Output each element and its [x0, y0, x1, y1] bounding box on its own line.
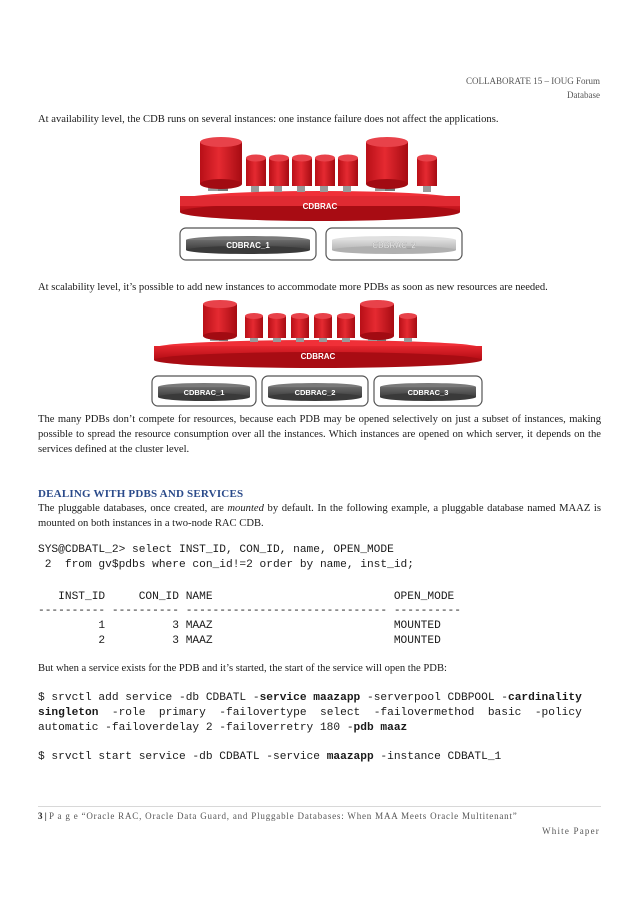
code-add-service-line1: $ srvctl add service -db CDBATL -service maazapp -serverpool CDBPOOL -cardinality: [38, 692, 582, 704]
instance-3-box: [374, 376, 482, 406]
diagram-availability: [170, 128, 470, 276]
result-row: 2 3 MAAZ MOUNTED: [38, 635, 441, 647]
pdb-cylinder-icon: [269, 155, 289, 193]
pdb-cylinder-icon: [338, 155, 358, 193]
paragraph-service-intro: But when a service exists for the PDB and it’s started, the start of the service will open the PDB:: [38, 663, 447, 674]
pdb-cylinder-icon: [366, 137, 408, 191]
instance-2-box: [262, 376, 368, 406]
pdb-cylinder-icon: [246, 155, 266, 193]
section-title: DEALING WITH PDBS AND SERVICES: [38, 488, 244, 500]
instance-3-label: CDBRAC_3: [407, 388, 449, 397]
pdb-cylinder-icon: [337, 313, 355, 342]
footer-paper-type: White Paper: [542, 826, 600, 836]
diagram-scalability: [148, 296, 488, 408]
header-track: Database: [567, 90, 600, 100]
header-conference: COLLABORATE 15 – IOUG Forum: [466, 76, 600, 86]
code-start-service: $ srvctl start service -db CDBATL -service maazapp -instance CDBATL_1: [38, 751, 502, 763]
paragraph-pluggable: [38, 501, 601, 531]
paragraph-scalability: At scalability level, it’s possible to add new instances to accommodate more PDBs as soon as new resources are needed.: [38, 282, 548, 293]
platform-label: CDBRAC: [300, 352, 336, 361]
paragraph-availability: At availability level, the CDB runs on several instances: one instance failure does not affect the applications.: [38, 114, 499, 125]
pdb-cylinder-icon: [417, 155, 437, 193]
pdb-cylinder-icon: [360, 300, 394, 341]
pdb-cylinder-icon: [200, 137, 242, 191]
instance-1-box: [180, 228, 316, 260]
code-add-service-line3: automatic -failoverdelay 2 -failoverretry 180 -pdb maaz: [38, 722, 408, 734]
result-row: 1 3 MAAZ MOUNTED: [38, 620, 441, 632]
footer-doc-title: “Oracle RAC, Oracle Data Guard, and Pluggable Databases: When MAA Meets Oracle Multitenant”: [78, 811, 518, 821]
instance-2-box-failed: [326, 228, 462, 260]
pdb-cylinder-icon: [314, 313, 332, 342]
result-separator: ---------- ---------- ------------------------------ ----------: [38, 605, 461, 617]
code-select-line1: SYS@CDBATL_2> select INST_ID, CON_ID, name, OPEN_MODE: [38, 544, 394, 556]
instance-1-label: CDBRAC_1: [183, 388, 225, 397]
pdb-cylinder-icon: [268, 313, 286, 342]
pdb-cylinder-icon: [245, 313, 263, 342]
pdb-cylinder-icon: [291, 313, 309, 342]
footer-divider: [38, 806, 601, 807]
instance-1-label: CDBRAC_1: [226, 241, 270, 250]
instance-2-label: CDBRAC_2: [294, 388, 336, 397]
code-select-line2: 2 from gv$pdbs where con_id!=2 order by name, inst_id;: [38, 559, 414, 571]
pdb-cylinder-icon: [292, 155, 312, 193]
pluggable-text-pre: The pluggable databases, once created, are: [38, 503, 228, 514]
pdb-cylinder-icon: [399, 313, 417, 342]
pdb-cylinder-icon: [315, 155, 335, 193]
paragraph-many-pdbs: The many PDBs don’t compete for resources, because each PDB may be opened selectively on just a subset of instances, making possible to spread the resource consumption over all the instances. Which instances are opened on which server, it depends on the services defined at the cluster level.: [38, 414, 601, 455]
footer-text: 3 | P a g e “Oracle RAC, Oracle Data Guard, and Pluggable Databases: When MAA Meets Oracle Multitenant”: [38, 811, 518, 821]
instance-1-box: [152, 376, 256, 406]
code-add-service-line2: singleton -role primary -failovertype select -failovermethod basic -policy: [38, 707, 582, 719]
result-header: INST_ID CON_ID NAME OPEN_MODE: [38, 591, 455, 603]
page-number: 3: [38, 811, 43, 821]
platform-label: CDBRAC: [302, 202, 338, 211]
instance-2-label: CDBRAC_2: [372, 241, 416, 250]
pluggable-text-post: by default. In the following example, a pluggable database named MAAZ is mounted on both instances in a two-node RAC CDB.: [38, 503, 602, 529]
pdb-cylinder-icon: [203, 300, 237, 341]
pluggable-text-mounted: mounted: [227, 503, 264, 514]
